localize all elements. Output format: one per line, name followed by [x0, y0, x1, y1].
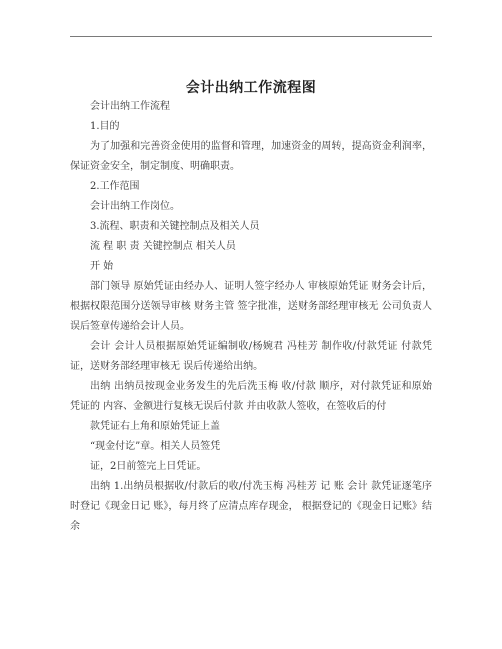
paragraph-section-scope: 2.工作范围 [90, 181, 140, 192]
paragraph-purpose-text: 为了加强和完善资金使用的监督和管理，加速资金的周转，提高资金利润率，保证资金安全，制定制度、明确职责。 [70, 141, 432, 172]
paragraph-cash-journal: 出纳 1.出纳员根据收/付款后的收/付冼玉梅 冯桂芳 记 账 会计 款凭证逐笔序时登记《现金日记 账》，每月终了应清点库存现金， 根据登记的《现金日记账》结余 [70, 481, 432, 532]
paragraph-department-review: 部门领导 原始凭证由经办人、证明人签字经办人 审核原始凭证 财务会计后，根据权限范围分送领导审核 财务主管 签字批准，送财务部经理审核无 公司负责人 误后签章传递给会计人员。 [70, 281, 436, 332]
paragraph-process-columns: 流 程 职 责 关键控制点 相关人员 [90, 241, 236, 252]
paragraph-section-purpose: 1.目的 [90, 121, 120, 132]
paragraph-cashier-payment: 出纳 出纳员按现金业务发生的先后洗玉梅 收/付款 顺序，对付款凭证和原始凭证的 内容、金额进行复核无误后付款 并由收款人签收，在签收后的付 [70, 381, 432, 412]
paragraph-section-process: 3.流程、职责和关键控制点及相关人员 [90, 221, 260, 232]
header-rule [70, 36, 432, 37]
paragraph-sign-deadline: 证，2日前签完上日凭证。 [90, 461, 207, 472]
paragraph-accounting-voucher: 会计 会计人员根据原始凭证编制收/杨婉君 冯桂芳 制作收/付款凭证 付款凭证，送财务部经理审核无 误后传递给出纳。 [70, 341, 432, 372]
paragraph-cash-paid-stamp: “现金付讫”章。相关人员签凭 [90, 441, 221, 452]
paragraph-start: 开 始 [90, 261, 114, 272]
paragraph-heading: 会计出纳工作流程 [90, 101, 170, 112]
document-title: 会计出纳工作流程图 [185, 80, 317, 96]
paragraph-scope-text: 会计出纳工作岗位。 [90, 201, 180, 212]
paragraph-stamp-location: 款凭证右上角和原始凭证上盖 [90, 421, 220, 432]
document-body [70, 97, 436, 537]
